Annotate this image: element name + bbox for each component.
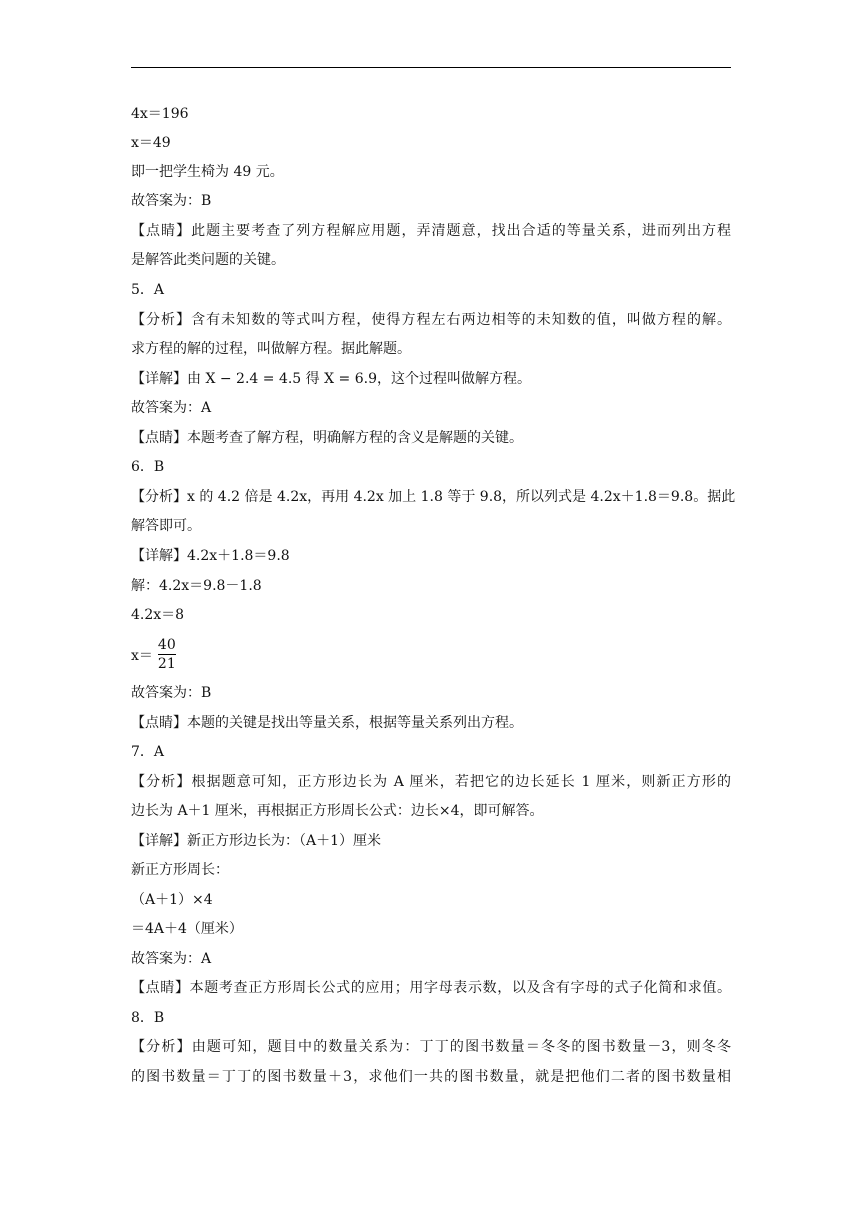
- header-rule: [131, 67, 731, 68]
- text-line: 【详解】新正方形边长为：（A＋1）厘米: [131, 833, 382, 849]
- text-line: ＝4A＋4（厘米）: [131, 921, 243, 937]
- text-line: 故答案为：A: [131, 951, 212, 967]
- question-number: 6．B: [131, 459, 165, 475]
- text-line: 【分析】含有未知数的等式叫方程，使得方程左右两边相等的未知数的值，叫做方程的解。: [131, 312, 731, 328]
- text-line: 4.2x＝8: [131, 607, 185, 623]
- text-line: 【分析】根据题意可知，正方形边长为 A 厘米，若把它的边长延长 1 厘米，则新正方形的: [131, 774, 731, 790]
- text-line: 的图书数量＝丁丁的图书数量＋3，求他们一共的图书数量，就是把他们二者的图书数量相: [131, 1069, 731, 1085]
- text-line: 是解答此类问题的关键。: [131, 252, 285, 268]
- question-number: 7．A: [131, 744, 165, 760]
- text-line: 故答案为：A: [131, 400, 212, 416]
- question-number: 5．A: [131, 282, 165, 298]
- text-line: 4x＝196: [131, 106, 189, 122]
- text-line: 【详解】由 X − 2.4 = 4.5 得 X = 6.9，这个过程叫做解方程。: [131, 371, 531, 387]
- fraction-equation: [131, 636, 178, 673]
- text-line: 新正方形周长：: [131, 862, 229, 878]
- text-line: （A＋1）×4: [131, 892, 213, 908]
- text-line: 解答即可。: [131, 518, 201, 534]
- question-number: 8．B: [131, 1010, 165, 1026]
- text-line: 故答案为：B: [131, 685, 212, 701]
- fraction: [156, 636, 178, 673]
- fraction-numerator: 40: [157, 637, 176, 653]
- text-line: 【分析】x 的 4.2 倍是 4.2x，再用 4.2x 加上 1.8 等于 9.8，所以列式是 4.2x＋1.8＝9.8。据此: [131, 489, 736, 505]
- text-line: 求方程的解的过程，叫做解方程。据此解题。: [131, 341, 411, 357]
- text-line: 【详解】4.2x＋1.8＝9.8: [131, 548, 290, 564]
- fraction-denominator: 21: [157, 656, 176, 672]
- text-line: x＝49: [131, 135, 171, 151]
- text-line: 边长为 A＋1 厘米，再根据正方形周长公式：边长×4，即可解答。: [131, 803, 544, 819]
- text-line: 【点睛】本题考查正方形周长公式的应用；用字母表示数，以及含有字母的式子化简和求值。: [131, 980, 731, 996]
- fraction-prefix: x＝: [131, 647, 153, 664]
- text-line: 故答案为：B: [131, 193, 212, 209]
- text-line: 【点睛】本题考查了解方程，明确解方程的含义是解题的关键。: [131, 430, 523, 446]
- text-line: 解：4.2x＝9.8－1.8: [131, 578, 262, 594]
- text-line: 【点睛】此题主要考查了列方程解应用题，弄清题意，找出合适的等量关系，进而列出方程: [131, 223, 731, 239]
- text-line: 即一把学生椅为 49 元。: [131, 164, 284, 180]
- text-line: 【分析】由题可知，题目中的数量关系为：丁丁的图书数量＝冬冬的图书数量－3，则冬冬: [131, 1039, 731, 1055]
- text-line: 【点睛】本题的关键是找出等量关系，根据等量关系列出方程。: [131, 715, 523, 731]
